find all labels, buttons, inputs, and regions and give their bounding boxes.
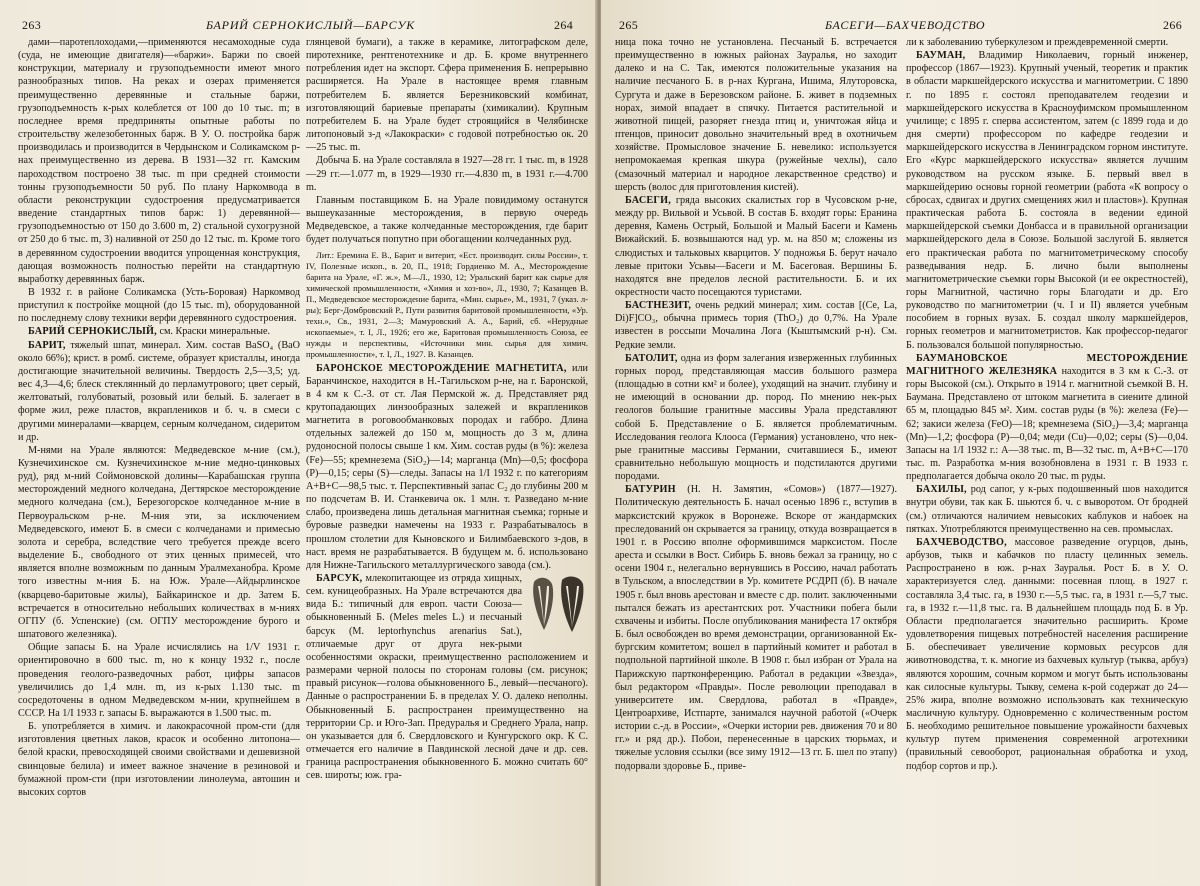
dictionary-entry xyxy=(906,536,1188,773)
entry-text: одна из форм залегания изверженных глубинных горных пород, представляющая массив большого размера (площадью в сотни км² и более), уходящий на значит. глубину и не имеющий в основании др. пород. По мнению нек-рых геологов большие гранитные массивы Урала представляют собой Б. Представление о Б. является проблематичным. Исследования геолога Клооса (Германия) установлено, что нек-рые гранитные массивы Германии, считавшиеся Б., имеют сравнительно небольшую мощность и подстилаются другими породами. xyxy=(615,352,897,483)
entry-text: Б. употребляется в химич. и лакокрасочной пром-сти (для изготовления цветных лаков, красок и особенно литопона—белой краски, превосходящей своими свойствами и дешевизной свинцовые белила) и имеет важное значение в резиновой и бумажной пром-сти (при изготовлении линолеума, автошин и высоких сортов xyxy=(18,721,300,798)
page-number: 266 xyxy=(1163,18,1183,32)
text-column-4 xyxy=(906,36,1188,878)
entry-headword: БАРСУК, xyxy=(316,573,363,584)
paragraph xyxy=(18,641,300,720)
entry-headword: БАУМАНОВСКОЕ МЕСТОРОЖДЕНИЕ МАГНИТНОГО ЖЕЛЕЗНЯКА xyxy=(906,352,1188,377)
paragraph xyxy=(306,36,588,154)
entry-text: или Баранчинское, находится в Н.-Тагильском р-не, на г. Баронской, в 4 км к С.-З. от ст. Лая Пермской ж. д. Представляет ряд крутопадающих линзообразных залежей и вкраплеников магнетита в роговообманковых породах и габбро. Длина отдельных залежей до 150 м, мощность до 3 м, длина рудоносной полосы свыше 1 км. Хим. состав руды (в %): железа (Fe)—55; кремнезема (SiO₂)—14; марганца (Mn)—0,5; фосфора (P)—0,15; серы (S)—следы. Запасы на 1/I 1932 г. по категориям A+B+C—98,5 тыс. т. Перспективный запас С₂ до глубины 200 м по подсчетам В. И. Станкевича ок. 1 млн. т. Разведано м-ние слабо, произведена лишь детальная магнитная съемка; горные и буровые разведки намечены на 1933 г. Разрабатывалось в прошлом столетии для Кыновского и Билимбаевского з-дов, в наст. время не разрабатывается. В будущем м. б. использовано для Нижне-Тагильского металлургического завода (см.). xyxy=(306,362,588,571)
right-page-header xyxy=(615,18,1190,36)
entry-text: Главным поставщиком Б. на Урале повидимому останутся вышеуказанные месторождения, в первую очередь Медведевское, а также колчеданные месторождения, где барит будет получаться попутно при обогащении колчеданных руд. xyxy=(306,194,588,246)
entry-text: тяжелый шпат, минерал. Хим. состав BaSO₄ (BaO около 66%); крист. в ромб. системе, образует кристаллы, иногда достигающие значительной величины. Твердость 2,5—3,5; уд. вес 4,3—4,6; блеск стеклянный до перламутрового; цвет серый, желтоватый, голубоватый, розовый или белый. Б. залегает в форме жил, реже пластов, вкраплеников и б. ч. в смеси с другими минералами—кварцем, серным колчеданом, сидеритом и др. xyxy=(18,339,300,443)
paragraph xyxy=(906,36,1188,49)
entry-text: Лит.: Еремина Е. В., Барит и витерит, «Ест. производит. силы России», т. IV, Полезные ископ., в. 20, П., 1918; Гордиенко М. А., Месторождение барита на Урале, «Г. ж.», М—Л., 1930, 12; Уральский барит как сырье для химической промышленности, «Химия и хоз-во», Л., 1930, 7; Казанцев В. П., Медведевское месторождение барита, «Мин. сырье», М., 1931, 7 (указ. л-ры); Берг-Домбровский Р., Пути развития баритовой промышленности, «Ур. техн.», Св., 1931, 2—3; Мамуровский А. А., Барий, сб. «Нерудные ископаемые», т. I, Л., 1926; его же, Баритовая промышленность Союза, ее нужды и перспективы, «Источники мин. сырья для химич. промышленности», т. I, Л., 1927. В. Казанцев. xyxy=(306,249,588,359)
badger-heads-illustration xyxy=(528,574,588,636)
entry-text: Владимир Николаевич, горный инженер, профессор (1867—1923). Крупный ученый, теоретик и практик в области маркшейдерского искусства и магнитометрии. С 1890 г. по 1895 г. состоял преподавателем геодезии и маркшейдерского искусства в Красноуфимском промышленном училище; с 1895 г. сперва ассистентом, затем (с 1899 года и до дня смерти) профессором по кафедре геодезии и маркшейдерского искусства в Ленинградском горном институте. Его «Курс маркшейдерского искусства» является лучшим руководством на русском языке. Б. первый ввел в маркшейдерию основы горной геометрии (работа «К вопросу о сбросах, сдвигах и других смещениях жил и пластов»). Крупная практическая работа Б. состояла в ведении единой маркшейдерской съемки Донбасса и в правильной организации маркшейдерского дела в Союзе. Большой заслугой Б. является его практическая работа по магнитометрическому способу разведывания недр. Б. лично были выполнены магнитометрические съемки горы Высокой (и ее окрестностей), горы Магнитной, частично горы Благодати и др. Его руководство по магнитометрии (ч. I и II) является учебным пособием в горных вузах. Б. создал школу маркшейдеров, горных геометров и магнитометристов. Как профессор-педагог Б. пользовался большой популярностью. xyxy=(906,50,1188,351)
entry-text: Общие запасы Б. на Урале исчислялись на 1/V 1931 г. ориентировочно в 600 тыс. m, но к концу 1932 г., после проведения геолого-разведочных работ, цифры запасов увеличились до 1,4 млн. m, из к-рых 1.130 тыс. m сосредоточены в одном Медведевском м-нии, крупнейшем в СССР. На 1/I 1933 г. запасы Б. выражаются в 1.500 тыс. m. xyxy=(18,642,300,719)
page-number: 265 xyxy=(619,18,639,32)
dictionary-entry xyxy=(18,325,300,338)
right-page xyxy=(601,0,1200,886)
entry-headword: БАРИТ, xyxy=(28,339,66,351)
paragraph xyxy=(306,194,588,247)
paragraph xyxy=(615,36,897,194)
paragraph xyxy=(18,444,300,641)
dictionary-entry xyxy=(306,572,588,783)
entry-text: см. Краски минеральные. xyxy=(156,326,271,338)
entry-headword: БАХЧЕВОДСТВО, xyxy=(916,536,1007,548)
entry-headword: БАРОНСКОЕ МЕСТОРОЖДЕНИЕ МАГНЕТИТА, xyxy=(316,362,567,374)
text-column-2 xyxy=(306,36,588,878)
entry-text: род сапог, у к-рых подошвенный шов находится внутри обуви, так как Б. шьются б. ч. с выворотом. От бродней (см.) отличаются наличием невысоких каблуков и набоек на пятках. Употребляются преимущественно на сев. промыслах. xyxy=(906,484,1188,535)
entry-text: ница пока точно не установлена. Песчаный Б. встречается преимущественно в южных районах Зауралья, но заходит далеко и на С. Так, имеются положительные указания на наличие песчаного Б. в р-нах Кургана, Ишима, Ялуторовска, Сургута и даже в Березовском районе. Б. живет в подземных норах, зимой впадает в спячку. Питается растительной и животной пищей, разоряет гнезда птиц и, уничтожая яйца и птенцов, приносит довольно значительный вред в охотничьем хозяйстве. Промысловое значение Б. невелико: используется непромокаемая крепкая шкура (ружейные чехлы), сало (смазочный материал и народное лекарственное средство) и шерсть (волос для приготовления кистей). xyxy=(615,37,897,193)
dictionary-entry xyxy=(615,299,897,352)
entry-text: очень редкий минерал; хим. состав [(Ce, La, Di)F]CO₃, обычна примесь тория (ThO₂) до 0,7%. На Урале известен в россыпи Мочалина Лога (Кыштымский р-н). См. Редкие земли. xyxy=(615,300,897,351)
dictionary-entry xyxy=(615,194,897,299)
paragraph xyxy=(18,286,300,325)
entry-text: М-нями на Урале являются: Медведевское м-ние (см.), Кузнечихинское см. Кузнечихинское м-ние медно-цинковых руд), ряд м-ний Соймоновской долины—Карабашская группа месторождений медного колчедана, Дегтярское месторождение медного колчедана (см.), Березогорское колчеданное м-ние в Первоуральском р-не. М-ния эти, за исключением Медведевского, имеют Б. в смеси с колчеданами и примесью золота и серебра, вследствие чего требуется прежде всего выделение Б., свободного от этих ценных примесей, что является вполне возможным по данным Уралмеханобра. Кроме того известны м-ния Б. на Юж. Урале—Айдырлинское (кварцево-баритовые жилы), Байкаринское и др. Затем Б. встречается в относительно небольших количествах в м-ниях ОГПУ (б. Успенские) (см. ОГПУ месторождение бурого и шпатового железняка). xyxy=(18,444,300,641)
left-page-header xyxy=(14,18,584,36)
text-column-3 xyxy=(615,36,897,878)
paragraph xyxy=(18,720,300,799)
paragraph xyxy=(306,154,588,193)
entry-headword: БАУМАН, xyxy=(916,50,966,62)
dictionary-entry xyxy=(906,352,1188,484)
entry-text: Добыча Б. на Урале составляла в 1927—28 гг. 1 тыс. m, в 1928—29 гг.—1.077 m, в 1929—1930 гг.—4.830 m, в 1931 г.—4.700 m. xyxy=(306,155,588,193)
dictionary-entry xyxy=(615,483,897,772)
entry-text: млекопитающее из отряда хищных, сем. куницеобразных. На Урале встречаются два вида Б.: типичный для европ. части Союза—обыкновенный Б. (Meles meles L.) и песчаный барсук (M. leptorhynchus arenarius Sat.), отличаемые друг от друга нек-рыми особенностями окраски, преимущественно расположением и размерами черной полосы по сторонам головы (см. рисунок; правый рисунок—голова обыкновенного Б., левый—песчаного). Данные о распространении Б. в пределах У. О. далеко неполны. Обыкновенный Б. распространен преимущественно на территории Ср. и Юго-Зап. Предуралья и Среднего Урала, напр. он указывается для б. Свердловского и Кунгурского окр. К С. отмечается его наличие в Павдинской лесной даче и др. сев. граница распространения обыкновенного Б. можно считать 60° сев. широты; юж. гра- xyxy=(306,573,588,782)
dictionary-entry xyxy=(18,339,300,444)
entry-headword: БАРИЙ СЕРНОКИСЛЫЙ, xyxy=(28,326,157,338)
text-column-1 xyxy=(18,36,300,878)
running-head: БАСЕГИ—БАХЧЕВОДСТВО xyxy=(825,18,986,32)
entry-text: (Н. Н. Замятин, «Сомов») (1877—1927). Политическую деятельность Б. начал осенью 1896 г., вступив в марксистский кружок в Воронеже. Вскоре от жандармских преследований он скрывается за границу, откуда возвращается в 1901 г. в Россию вполне оформившимся марксистом. После ареста и ссылки в Вост. Сибирь Б. вновь бежал за границу, но с осени 1904 г., нелегально вернувшись в Россию, начал работать в Тульском, а впоследствии в Ур. комитете РСДРП (б). В начале 1905 г. был вновь арестован и вместе с др. полит. заключенными пытался бежать из арестантских рот. Участники побега были схвачены и избиты. После опубликования манифеста 17 октября Б. был освобожден во время демонстрации, организованной Ек-бургским комитетом; вошел в партийный комитет и работал в подпольной партийной школе. В 1908 г. был избран от Урала на Парижскую партконференцию. Работал в редакции «Звезда», был редактором «Правды». После революции преподавал в университете им. Свердлова, работал в «Правде», Центроархиве, Истпарте, занимался научной работой («Очерк истории с.-д. в России», «Очерки истории рев. движения 70 и 80 гг.» и ряд др.). Побои, перенесенные в царских тюрьмах, и тяжелые условия ссылки (все зиму 1912—13 гг. Б. шел по этапу) подорвали здоровье Б., приве- xyxy=(615,484,897,772)
page-number: 263 xyxy=(22,18,42,32)
entry-text: ли к заболеванию туберкулезом и преждевременной смерти. xyxy=(906,37,1169,48)
entry-headword: БАТУРИН xyxy=(625,484,676,496)
entry-headword: БАСЕГИ, xyxy=(625,194,671,206)
left-page xyxy=(0,0,597,886)
page-number: 264 xyxy=(554,18,574,32)
entry-headword: БАТОЛИТ, xyxy=(625,352,678,364)
dictionary-entry xyxy=(906,49,1188,352)
literature-reference xyxy=(306,250,588,360)
entry-text: дами—паротеплоходами,—применяются несамоходные суда (суда, не имеющие двигателя)—«баржи». Баржи по своей конструкции, материалу и грузоподъемности имеют много разнообразных типов. На реках и озерах применяется преимущественно деревянные и стальные баржи, грузоподъемность к-рых колеблется от 100 до 10 тыс. m; в последнее время предприняты опытные работы по строительству железобетонных барж. В У. О. постройка барж производилась и производится в Чердынском и Соликамском р-нах преимущественно из дерева. В 1931—32 гг. Камским пароходством построено 38 тыс. m при средней стоимости тонны грузоподъемности 50 руб. По плану Наркомвода в области реконструкции судостроения предусматривается введение стандартных типов барж: 1) деревянной—грузоподъемностью от 150 до 3.600 m, 2) стальной сухогрузной от 250 до 6 тыс. m, 3) наливной от 250 до 12 тыс. m. Кроме того в деревянном судостроении вводится упрощенная конструкция, дающая возможность полностью перейти на стандартную выработку деревянных барж. xyxy=(18,37,300,285)
entry-headword: БАСТНЕЗИТ, xyxy=(625,300,692,312)
paragraph xyxy=(18,36,300,286)
entry-text: В 1932 г. в районе Соликамска (Усть-Боровая) Наркомвод приступил к постройке мощной (до 15 тыс. m), оборудованной по последнему слову техники верфи деревянного судостроения. xyxy=(18,286,300,325)
dictionary-entry xyxy=(306,362,588,573)
entry-headword: БАХИЛЫ, xyxy=(916,484,967,496)
dictionary-entry xyxy=(906,483,1188,536)
entry-text: находится в 3 км к С.-З. от горы Высокой (см.). Открыто в 1914 г. магнитной съемкой В. Н. Баумана. Представлено от штоком магнетита в сиените длиной 65 м, площадью 845 м². Хим. состав руды (в %): железа (Fe)—62; закиси железа (FeO)—18; кремнезема (SiO₂)—3,4; марганца (Mn)—1,2; фосфора (P)—0,04; меди (Cu)—0,02; серы (S)—0,04. Запасы на 1/I 1932 г.: A—38 тыс. m, B—32 тыс. m, A+B+C—170 тыс. m. Разработка м-ния возобновлена в 1931 г. В 1933 г. предполагается добыча около 20 тыс. m руды. xyxy=(906,365,1188,483)
running-head: БАРИЙ СЕРНОКИСЛЫЙ—БАРСУК xyxy=(206,18,415,32)
entry-text: гряда высоких скалистых гор в Чусовском р-не, между рр. Вильвой и Усьвой. В состав Б. входят горы: Еранина деревня, Камень Острый, Большой и Малый Басеги и Камень Вижайский. Б. возвышаются над ур. м. на 850 м; сложены из слюдистых и тальковых кварцитов. У подножья Б. берут начало левые притоки Усьвы—Басеги и М. Басеговая. Вершины Б. находятся вне пределов лесной растительности. Б. и их окрестности часто посещаются туристами. xyxy=(615,194,897,298)
dictionary-entry xyxy=(615,352,897,484)
entry-text: массовое разведение огурцов, дынь, арбузов, тыкв и кабачков по пласту целинных земель. Распространено в юж. р-нах Зауралья. Рост Б. в У. О. характеризуется след. данными: посевная площ. в 1927 г. составляла 3,4 тыс. га, в 1930 г.—5,5 тыс. га, в 1931 г.—5,7 тыс. га, в 1932 г.—11,8 тыс. га. В дальнейшем площадь под Б. в Ур. Области предполагается значительно расширить. Кроме удовлетворения пищевых потребностей населения расширение Б. обеспечивает увеличение кормовых ресурсов для животноводства, т. к. многие из бахчевых культур (тыква, арбуз) являются хорошим, сочным кормом и могут быть использованы как силосные культуры. Тыкву, семена к-рой содержат до 24—25% жира, вполне возможно использовать как техническую масличную культуру. Одновременно с количественным ростом Б. необходимо решительное повышение урожайности бахчевых культур путем применения современной агротехники (правильный севооборот, рациональная обработка и уход, подбор сортов и пр.). xyxy=(906,536,1188,772)
entry-text: глянцевой бумаги), а также в керамике, литографском деле, пиротехнике, рентгенотехнике и др. Б. кроме внутреннего потребления идет на экспорт. Сфера применения Б. непрерывно расширяется. На Урале в настоящее время главным потребителем Б. является Березниковский комбинат, изготовляющий бариевые препараты (химикалии). Крупным потребителем Б. на Урале будет строящийся в Челябинске литопоновый з-д «Лакокраски» с годовой потребностью ок. 20—25 тыс. m. xyxy=(306,37,588,154)
